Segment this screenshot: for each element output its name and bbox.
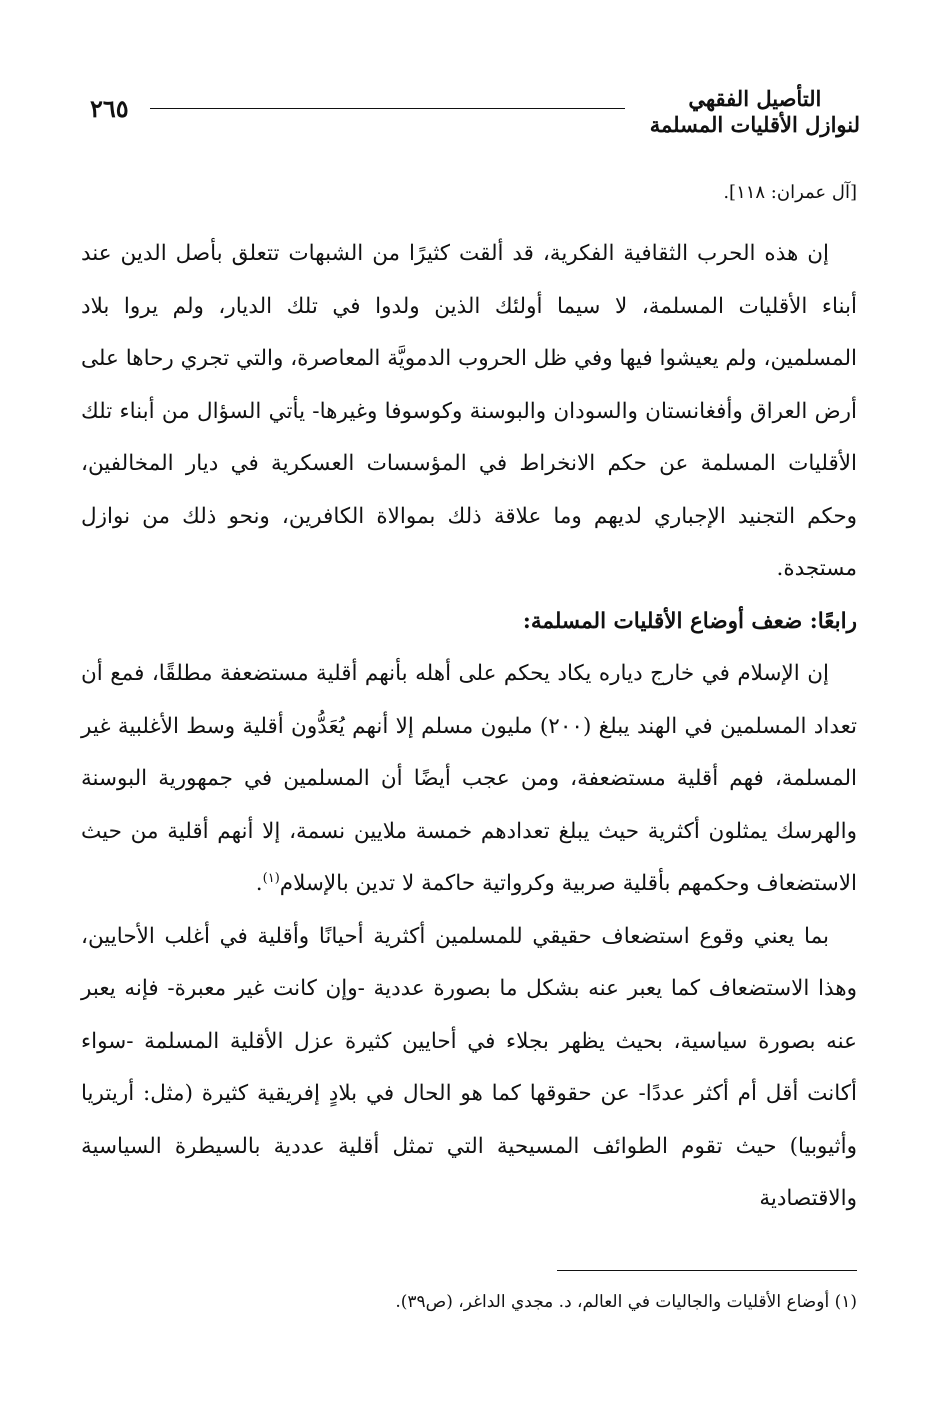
running-header bbox=[80, 78, 860, 148]
section-heading: رابعًا: ضعف أوضاع الأقليات المسلمة: bbox=[522, 608, 857, 634]
paragraph-2-end: . bbox=[255, 871, 263, 896]
paragraph-2 bbox=[81, 648, 857, 911]
header-rule bbox=[150, 108, 625, 109]
header-title bbox=[650, 86, 860, 138]
footnote: (١) أوضاع الأقليات والجاليات في العالم، د. مجدي الداغر، (ص٣٩). bbox=[395, 1292, 857, 1312]
paragraph-1: إن هذه الحرب الثقافية الفكرية، قد ألقت كثيرًا من الشبهات تتعلق بأصل الدين عند أبناء الأقليات المسلمة، لا سيما أولئك الذين ولدوا في تلك الديار، ولم يروا بلاد المسلمين، ولم يعيشوا فيها وفي ظل الحروب الدمويَّة المعاصرة، والتي تجري رحاها على أرض العراق وأفغانستان والسودان والبوسنة وكوسوفا وغيرها- يأتي السؤال من أبناء تلك الأقليات المسلمة عن حكم الانخراط في المؤسسات العسكرية في ديار المخالفين، وحكم التجنيد الإجباري لديهم وما علاقة ذلك بموالاة الكافرين، ونحو ذلك من نوازل مستجدة. bbox=[81, 241, 857, 581]
footnote-rule bbox=[557, 1270, 857, 1271]
quran-citation: [آل عمران: ١١٨]. bbox=[723, 182, 857, 203]
header-title-line1: التأصيل الفقهي bbox=[688, 86, 822, 111]
main-text bbox=[81, 228, 857, 1226]
paragraph-3: بما يعني وقوع استضعاف حقيقي للمسلمين أكثرية أحيانًا وأقلية في أغلب الأحايين، وهذا الاستضعاف كما يعبر عنه بشكل ما بصورة عددية -وإن كانت غير معبرة- فإنه يعبر عنه بصورة سياسية، بحيث يظهر بجلاء في أحايين كثيرة عزل الأقلية المسلمة -سواء أكانت أقل أم أكثر عددًا- عن حقوقها كما هو الحال في بلادٍ إفريقية كثيرة (مثل: أريتريا وأثيوبيا) حيث تقوم الطوائف المسيحية التي تمثل أقلية عددية بالسيطرة السياسية والاقتصادية bbox=[81, 923, 857, 1211]
page-number: ٢٦٥ bbox=[90, 94, 129, 123]
footnote-reference[interactable]: (١) bbox=[262, 870, 280, 886]
paragraph-2-text: إن الإسلام في خارج دياره يكاد يحكم على أهله بأنهم أقلية مستضعفة مطلقًا، فمع أن تعداد المسلمين في الهند يبلغ (٢٠٠) مليون مسلم إلا أنهم يُعَدُّون أقلية وسط الأغلبية غير المسلمة، فهم أقلية مستضعفة، ومن عجب أيضًا أن المسلمين في جمهورية البوسنة والهرسك يمثلون أكثرية حيث يبلغ تعدادهم خمسة ملايين نسمة، إلا أنهم أقلية من حيث الاستضعاف وحكمهم بأقلية صربية وكرواتية حاكمة لا تدين بالإسلام bbox=[81, 661, 857, 896]
header-title-line2: لنوازل الأقليات المسلمة bbox=[649, 112, 860, 137]
